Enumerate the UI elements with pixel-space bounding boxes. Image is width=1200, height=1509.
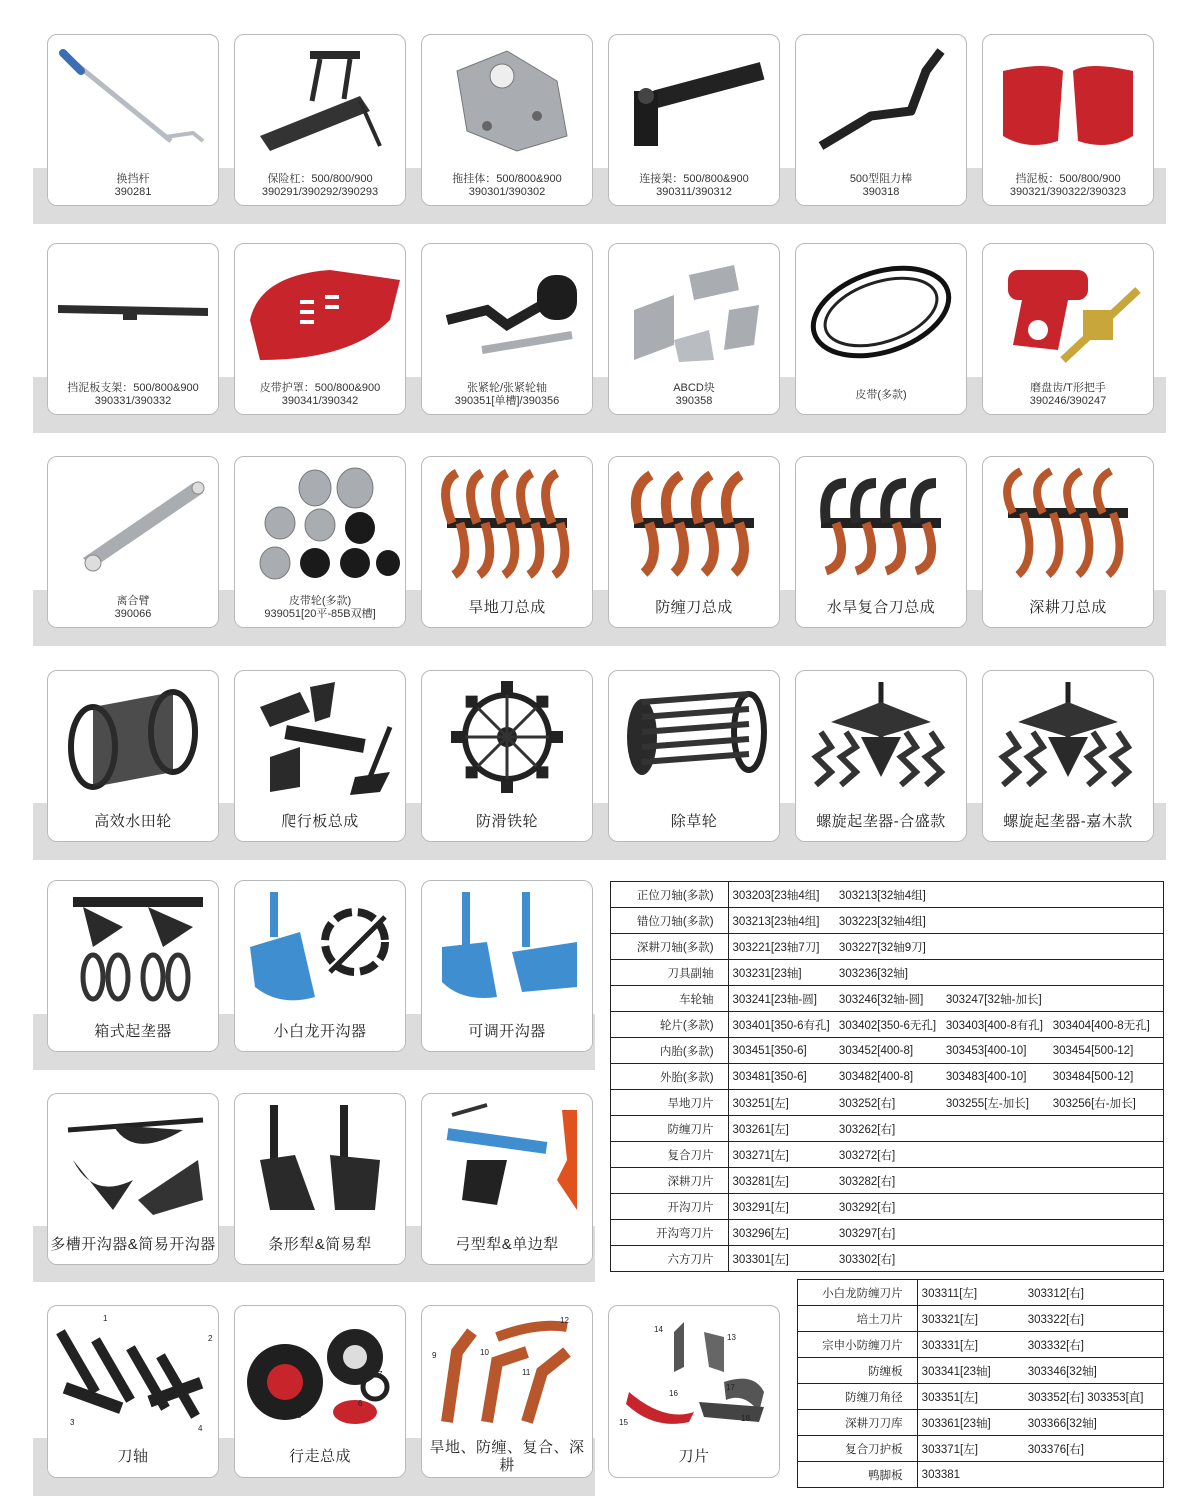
- part-code-cell: 303351[左]: [917, 1384, 1024, 1410]
- part-code-cell: [1049, 1116, 1164, 1142]
- part-name-cell: 防缠刀角径: [798, 1384, 918, 1410]
- part-code-cell: 303256[右-加长]: [1049, 1090, 1164, 1116]
- product-title: 除草轮: [670, 813, 718, 830]
- adjustable-ditcher-icon: [422, 881, 592, 1013]
- part-code-cell: 303321[左]: [917, 1306, 1024, 1332]
- bumper-icon: [235, 35, 405, 167]
- product-name: 离合臂: [116, 595, 150, 607]
- blade-number-label: 6: [358, 1399, 363, 1408]
- product-title: 可调开沟器: [468, 1023, 546, 1040]
- part-name-cell: 深耕刀刀库: [798, 1410, 918, 1436]
- product-title: 水旱复合刀总成: [826, 599, 936, 616]
- table-row: [611, 1064, 1164, 1090]
- product-title: 刀片: [678, 1448, 710, 1465]
- part-name-cell: 开沟刀片: [611, 1194, 729, 1220]
- product-name: 连接架：500/800&900: [639, 173, 749, 185]
- product-code: 390341/390342: [281, 395, 359, 407]
- product-caption: [48, 589, 218, 627]
- part-code-cell: 303346[32轴]: [1024, 1358, 1164, 1384]
- product-card[interactable]: [795, 34, 967, 206]
- part-name-cell: 深耕刀轴(多款): [611, 934, 729, 960]
- part-code-cell: [942, 1142, 1049, 1168]
- part-code-cell: 303366[32轴]: [1024, 1410, 1164, 1436]
- product-name: 拖挂体：500/800&900: [452, 173, 562, 185]
- product-caption: [422, 803, 592, 841]
- part-code-cell: [1049, 986, 1164, 1012]
- product-caption: [422, 167, 592, 205]
- product-caption: [235, 1013, 405, 1051]
- product-code: 390321/390322/390323: [1009, 186, 1127, 198]
- product-caption: [796, 589, 966, 627]
- blade-number-label: 5: [297, 1411, 302, 1420]
- part-name-cell: 开沟弯刀片: [611, 1220, 729, 1246]
- blade-number-label: 15: [619, 1418, 628, 1427]
- deep-till-blade-assembly-icon: [983, 457, 1153, 589]
- part-code-cell: 303381: [917, 1462, 1024, 1488]
- product-name: 皮带(多款): [855, 388, 907, 401]
- product-name: 换挡杆: [116, 173, 150, 185]
- blade-number-label: 9: [432, 1351, 437, 1360]
- blade-number-label: 17: [726, 1383, 735, 1392]
- part-name-cell: 轮片(多款): [611, 1012, 729, 1038]
- part-code-cell: 303322[右]: [1024, 1306, 1164, 1332]
- ditcher-icon: [235, 881, 405, 1013]
- product-title: 弓型犁&单边犁: [455, 1236, 559, 1253]
- multi-groove-ditcher-icon: [48, 1094, 218, 1226]
- product-title: 小白龙开沟器: [273, 1023, 367, 1040]
- table-row: [798, 1306, 1164, 1332]
- product-title: 螺旋起垄器-合盛款: [816, 813, 946, 830]
- mudguard-bracket-icon: [48, 244, 218, 376]
- table-row: [798, 1332, 1164, 1358]
- product-title: 旱地刀总成: [468, 599, 546, 616]
- spiral-ridger-icon: [796, 671, 966, 803]
- product-card[interactable]: [234, 1093, 406, 1265]
- product-card[interactable]: [982, 456, 1154, 628]
- part-name-cell: 培土刀片: [798, 1306, 918, 1332]
- part-name-cell: 六方刀片: [611, 1246, 729, 1272]
- table-row: [611, 1142, 1164, 1168]
- product-caption: [422, 376, 592, 414]
- clutch-arm-icon: [48, 457, 218, 589]
- product-code: 390358: [675, 395, 713, 407]
- product-caption: [422, 1226, 592, 1264]
- product-card[interactable]: [234, 456, 406, 628]
- product-title: 螺旋起垄器-嘉木款: [1003, 813, 1133, 830]
- tension-wheel-icon: [422, 244, 592, 376]
- product-title: 多槽开沟器&简易开沟器: [50, 1236, 216, 1253]
- part-code-cell: 303453[400-10]: [942, 1038, 1049, 1064]
- table-row: [798, 1436, 1164, 1462]
- part-code-cell: [942, 1194, 1049, 1220]
- part-code-cell: [1049, 1220, 1164, 1246]
- product-caption: [983, 167, 1153, 205]
- part-code-cell: 303213[23轴4组]: [728, 908, 835, 934]
- part-code-cell: [942, 908, 1049, 934]
- part-code-cell: 303341[23轴]: [917, 1358, 1024, 1384]
- product-code: 390291/390292/390293: [261, 186, 379, 198]
- product-code: 390311/390312: [656, 186, 732, 198]
- part-code-cell: 303262[右]: [835, 1116, 942, 1142]
- product-title: 防滑铁轮: [475, 813, 538, 830]
- part-code-cell: [942, 882, 1049, 908]
- product-card[interactable]: [421, 1093, 593, 1265]
- part-code-cell: 303221[23轴7刀]: [728, 934, 835, 960]
- table-row: [798, 1410, 1164, 1436]
- part-name-cell: 内胎(多款): [611, 1038, 729, 1064]
- box-ridger-icon: [48, 881, 218, 1013]
- compound-blade-assembly-icon: [796, 457, 966, 589]
- belt-icon: [796, 244, 966, 376]
- part-code-cell: 303261[左]: [728, 1116, 835, 1142]
- product-card[interactable]: [47, 34, 219, 206]
- bow-plough-icon: [422, 1094, 592, 1226]
- part-code-cell: 303312[右]: [1024, 1280, 1164, 1306]
- blade-number-label: 3: [70, 1418, 75, 1427]
- table-row: [611, 1012, 1164, 1038]
- part-code-cell: [942, 1168, 1049, 1194]
- part-code-cell: 303454[500-12]: [1049, 1038, 1164, 1064]
- part-code-cell: 303227[32轴9刀]: [835, 934, 942, 960]
- product-card[interactable]: [608, 34, 780, 206]
- part-code-cell: 303482[400-8]: [835, 1064, 942, 1090]
- blade-number-label: 4: [198, 1424, 203, 1433]
- part-name-cell: 防缠板: [798, 1358, 918, 1384]
- product-card[interactable]: [982, 34, 1154, 206]
- product-title: 防缠刀总成: [655, 599, 733, 616]
- part-code-cell: 303401[350-6有孔]: [728, 1012, 835, 1038]
- part-code-cell: 303231[23轴]: [728, 960, 835, 986]
- product-title: 爬行板总成: [281, 813, 359, 830]
- blade-set-icon: [422, 1306, 592, 1437]
- table-row: [611, 882, 1164, 908]
- product-title: 条形犁&简易犁: [268, 1236, 372, 1253]
- blade-number-label: 12: [560, 1316, 569, 1325]
- blade-number-label: 18: [741, 1414, 750, 1423]
- part-code-cell: 303292[右]: [835, 1194, 942, 1220]
- product-caption: [48, 1437, 218, 1477]
- product-name: 皮带轮(多款): [288, 595, 352, 607]
- hitch-body-icon: [422, 35, 592, 167]
- product-card[interactable]: [234, 34, 406, 206]
- table-row: [611, 1116, 1164, 1142]
- crawl-plate-icon: [235, 671, 405, 803]
- product-code: 939051[20平-85B双槽]: [264, 608, 376, 620]
- part-name-cell: 刀具副轴: [611, 960, 729, 986]
- part-name-cell: 外胎(多款): [611, 1064, 729, 1090]
- part-code-cell: 303402[350-6无孔]: [835, 1012, 942, 1038]
- weeding-wheel-icon: [609, 671, 779, 803]
- plough-icon: [235, 1094, 405, 1226]
- blade-icon: [609, 1306, 779, 1437]
- part-code-cell: 303404[400-8无孔]: [1049, 1012, 1164, 1038]
- part-name-cell: 防缠刀片: [611, 1116, 729, 1142]
- product-name: 保险杠：500/800/900: [267, 173, 373, 185]
- part-code-cell: [1049, 1246, 1164, 1272]
- part-code-cell: [942, 934, 1049, 960]
- part-code-cell: [1049, 882, 1164, 908]
- blade-number-label: 10: [480, 1348, 489, 1357]
- part-code-cell: [1024, 1462, 1164, 1488]
- product-card[interactable]: [421, 243, 593, 415]
- part-code-cell: 303252[右]: [835, 1090, 942, 1116]
- product-caption: [609, 167, 779, 205]
- part-code-cell: 303297[右]: [835, 1220, 942, 1246]
- product-caption: [609, 803, 779, 841]
- product-card[interactable]: [234, 670, 406, 842]
- product-card[interactable]: [421, 670, 593, 842]
- part-code-cell: 303223[32轴4组]: [835, 908, 942, 934]
- product-card[interactable]: [234, 243, 406, 415]
- product-caption: [422, 589, 592, 627]
- part-code-cell: 303282[右]: [835, 1168, 942, 1194]
- product-caption: [235, 376, 405, 414]
- product-card[interactable]: [421, 34, 593, 206]
- blade-number-label: 14: [654, 1325, 663, 1334]
- product-caption: [796, 376, 966, 414]
- part-name-cell: 宗申小防缠刀片: [798, 1332, 918, 1358]
- blade-number-label: 13: [727, 1333, 736, 1342]
- part-name-cell: 正位刀轴(多款): [611, 882, 729, 908]
- part-code-cell: 303203[23轴4组]: [728, 882, 835, 908]
- part-code-cell: 303376[右]: [1024, 1436, 1164, 1462]
- part-code-cell: [942, 1116, 1049, 1142]
- product-title: 行走总成: [288, 1448, 351, 1465]
- product-card[interactable]: [608, 243, 780, 415]
- anti-wrap-blade-assembly-icon: [609, 457, 779, 589]
- table-row: [611, 1038, 1164, 1064]
- part-code-cell: 303236[32轴]: [835, 960, 942, 986]
- part-code-cell: 303271[左]: [728, 1142, 835, 1168]
- part-code-cell: [1049, 960, 1164, 986]
- product-caption: [983, 376, 1153, 414]
- product-title: 箱式起垄器: [94, 1023, 172, 1040]
- part-code-cell: [1049, 908, 1164, 934]
- product-caption: [48, 1226, 218, 1264]
- product-title: 高效水田轮: [94, 813, 172, 830]
- part-code-cell: 303483[400-10]: [942, 1064, 1049, 1090]
- product-caption: [235, 589, 405, 627]
- part-code-cell: 303361[23轴]: [917, 1410, 1024, 1436]
- paddy-wheel-icon: [48, 671, 218, 803]
- product-card[interactable]: [47, 880, 219, 1052]
- product-name: 挡泥板支架：500/800&900: [67, 382, 199, 394]
- product-title: 深耕刀总成: [1029, 599, 1107, 616]
- spec-table-main: [610, 881, 1164, 1272]
- table-row: [611, 1090, 1164, 1116]
- product-card[interactable]: [982, 670, 1154, 842]
- blade-number-label: 11: [522, 1368, 531, 1377]
- blade-number-label: 7: [378, 1370, 383, 1379]
- abcd-block-icon: [609, 244, 779, 376]
- product-code: 390301/390302: [468, 186, 546, 198]
- mudguard-icon: [983, 35, 1153, 167]
- product-card[interactable]: [234, 1305, 406, 1478]
- product-caption: [422, 1437, 592, 1477]
- product-card[interactable]: [608, 456, 780, 628]
- pulley-icon: [235, 457, 405, 589]
- part-code-cell: [942, 1246, 1049, 1272]
- product-card[interactable]: [795, 243, 967, 415]
- part-code-cell: [1049, 1194, 1164, 1220]
- product-caption: [235, 167, 405, 205]
- part-name-cell: 鸭脚板: [798, 1462, 918, 1488]
- part-code-cell: 303272[右]: [835, 1142, 942, 1168]
- product-caption: [796, 167, 966, 205]
- product-card[interactable]: [421, 880, 593, 1052]
- spec-table-secondary: [797, 1279, 1164, 1488]
- part-name-cell: 复合刀护板: [798, 1436, 918, 1462]
- table-row: [611, 1220, 1164, 1246]
- blade-number-label: 16: [669, 1389, 678, 1398]
- product-caption: [609, 376, 779, 414]
- product-caption: [796, 803, 966, 841]
- table-row: [611, 1194, 1164, 1220]
- table-row: [611, 960, 1164, 986]
- blade-number-label: 2: [208, 1334, 213, 1343]
- product-code: 390351[单槽]/390356: [454, 395, 560, 407]
- part-name-cell: 错位刀轴(多款): [611, 908, 729, 934]
- part-code-cell: [1049, 1142, 1164, 1168]
- part-code-cell: 303302[右]: [835, 1246, 942, 1272]
- product-card[interactable]: [608, 670, 780, 842]
- product-code: 390066: [114, 608, 152, 620]
- product-card[interactable]: [982, 243, 1154, 415]
- product-caption: [48, 803, 218, 841]
- part-name-cell: 车轮轴: [611, 986, 729, 1012]
- part-code-cell: [1049, 934, 1164, 960]
- product-caption: [609, 1437, 779, 1477]
- product-name: 磨盘齿/T形把手: [1030, 382, 1106, 394]
- part-name-cell: 小白龙防缠刀片: [798, 1280, 918, 1306]
- part-code-cell: 303403[400-8有孔]: [942, 1012, 1049, 1038]
- table-row: [798, 1358, 1164, 1384]
- part-code-cell: 303246[32轴-圆]: [835, 986, 942, 1012]
- product-card[interactable]: [421, 1305, 593, 1478]
- part-code-cell: 303247[32轴-加长]: [942, 986, 1049, 1012]
- product-card[interactable]: [608, 1305, 780, 1478]
- product-card[interactable]: [47, 1305, 219, 1478]
- connector-frame-icon: [609, 35, 779, 167]
- dry-blade-assembly-icon: [422, 457, 592, 589]
- table-row: [611, 1246, 1164, 1272]
- product-caption: [48, 1013, 218, 1051]
- product-card[interactable]: [421, 456, 593, 628]
- product-code: 390281: [114, 186, 152, 198]
- blade-number-label: 1: [103, 1314, 108, 1323]
- part-code-cell: [1049, 1168, 1164, 1194]
- product-card[interactable]: [47, 670, 219, 842]
- part-code-cell: 303241[23轴-圆]: [728, 986, 835, 1012]
- table-row: [611, 934, 1164, 960]
- belt-guard-icon: [235, 244, 405, 376]
- product-code: 390331/390332: [94, 395, 172, 407]
- part-code-cell: 303451[350-6]: [728, 1038, 835, 1064]
- product-card[interactable]: [47, 243, 219, 415]
- product-title: 旱地、防缠、复合、深耕: [429, 1439, 585, 1474]
- part-code-cell: 303452[400-8]: [835, 1038, 942, 1064]
- part-code-cell: 303311[左]: [917, 1280, 1024, 1306]
- spiral-ridger-icon: [983, 671, 1153, 803]
- product-name: 皮带护罩：500/800&900: [259, 382, 381, 394]
- part-code-cell: 303331[左]: [917, 1332, 1024, 1358]
- product-card[interactable]: [47, 456, 219, 628]
- table-row: [798, 1280, 1164, 1306]
- table-row: [798, 1462, 1164, 1488]
- product-title: 刀轴: [117, 1448, 149, 1465]
- part-code-cell: [942, 1220, 1049, 1246]
- product-card[interactable]: [795, 670, 967, 842]
- part-code-cell: 303251[左]: [728, 1090, 835, 1116]
- part-code-cell: 303484[500-12]: [1049, 1064, 1164, 1090]
- part-name-cell: 复合刀片: [611, 1142, 729, 1168]
- part-code-cell: 303332[右]: [1024, 1332, 1164, 1358]
- product-caption: [48, 167, 218, 205]
- table-row: [611, 1168, 1164, 1194]
- product-caption: [983, 589, 1153, 627]
- product-caption: [983, 803, 1153, 841]
- product-card[interactable]: [234, 880, 406, 1052]
- product-name: 挡泥板：500/800/900: [1015, 173, 1121, 185]
- product-caption: [235, 803, 405, 841]
- product-caption: [422, 1013, 592, 1051]
- product-caption: [609, 589, 779, 627]
- table-row: [798, 1384, 1164, 1410]
- product-caption: [235, 1226, 405, 1264]
- part-code-cell: 303371[左]: [917, 1436, 1024, 1462]
- part-code-cell: 303213[32轴4组]: [835, 882, 942, 908]
- table-row: [611, 908, 1164, 934]
- product-code: 390318: [862, 186, 900, 198]
- product-card[interactable]: [795, 456, 967, 628]
- blade-number-label: 8: [335, 1346, 340, 1355]
- part-code-cell: 303296[左]: [728, 1220, 835, 1246]
- table-row: [611, 986, 1164, 1012]
- product-caption: [48, 376, 218, 414]
- part-code-cell: 303352[右] 303353[直]: [1024, 1384, 1164, 1410]
- product-caption: [235, 1437, 405, 1477]
- part-name-cell: 旱地刀片: [611, 1090, 729, 1116]
- part-code-cell: 303291[左]: [728, 1194, 835, 1220]
- product-code: 390246/390247: [1029, 395, 1107, 407]
- product-name: 张紧轮/张紧轮轴: [466, 382, 548, 394]
- part-code-cell: 303481[350-6]: [728, 1064, 835, 1090]
- anti-skid-wheel-icon: [422, 671, 592, 803]
- part-code-cell: 303301[左]: [728, 1246, 835, 1272]
- shift-lever-icon: [48, 35, 218, 167]
- part-name-cell: 深耕刀片: [611, 1168, 729, 1194]
- part-code-cell: 303255[左-加长]: [942, 1090, 1049, 1116]
- product-name: 500型阻力棒: [849, 173, 913, 185]
- grinding-tooth-icon: [983, 244, 1153, 376]
- part-code-cell: [942, 960, 1049, 986]
- resistance-rod-icon: [796, 35, 966, 167]
- part-code-cell: 303281[左]: [728, 1168, 835, 1194]
- product-name: ABCD块: [673, 382, 715, 394]
- product-card[interactable]: [47, 1093, 219, 1265]
